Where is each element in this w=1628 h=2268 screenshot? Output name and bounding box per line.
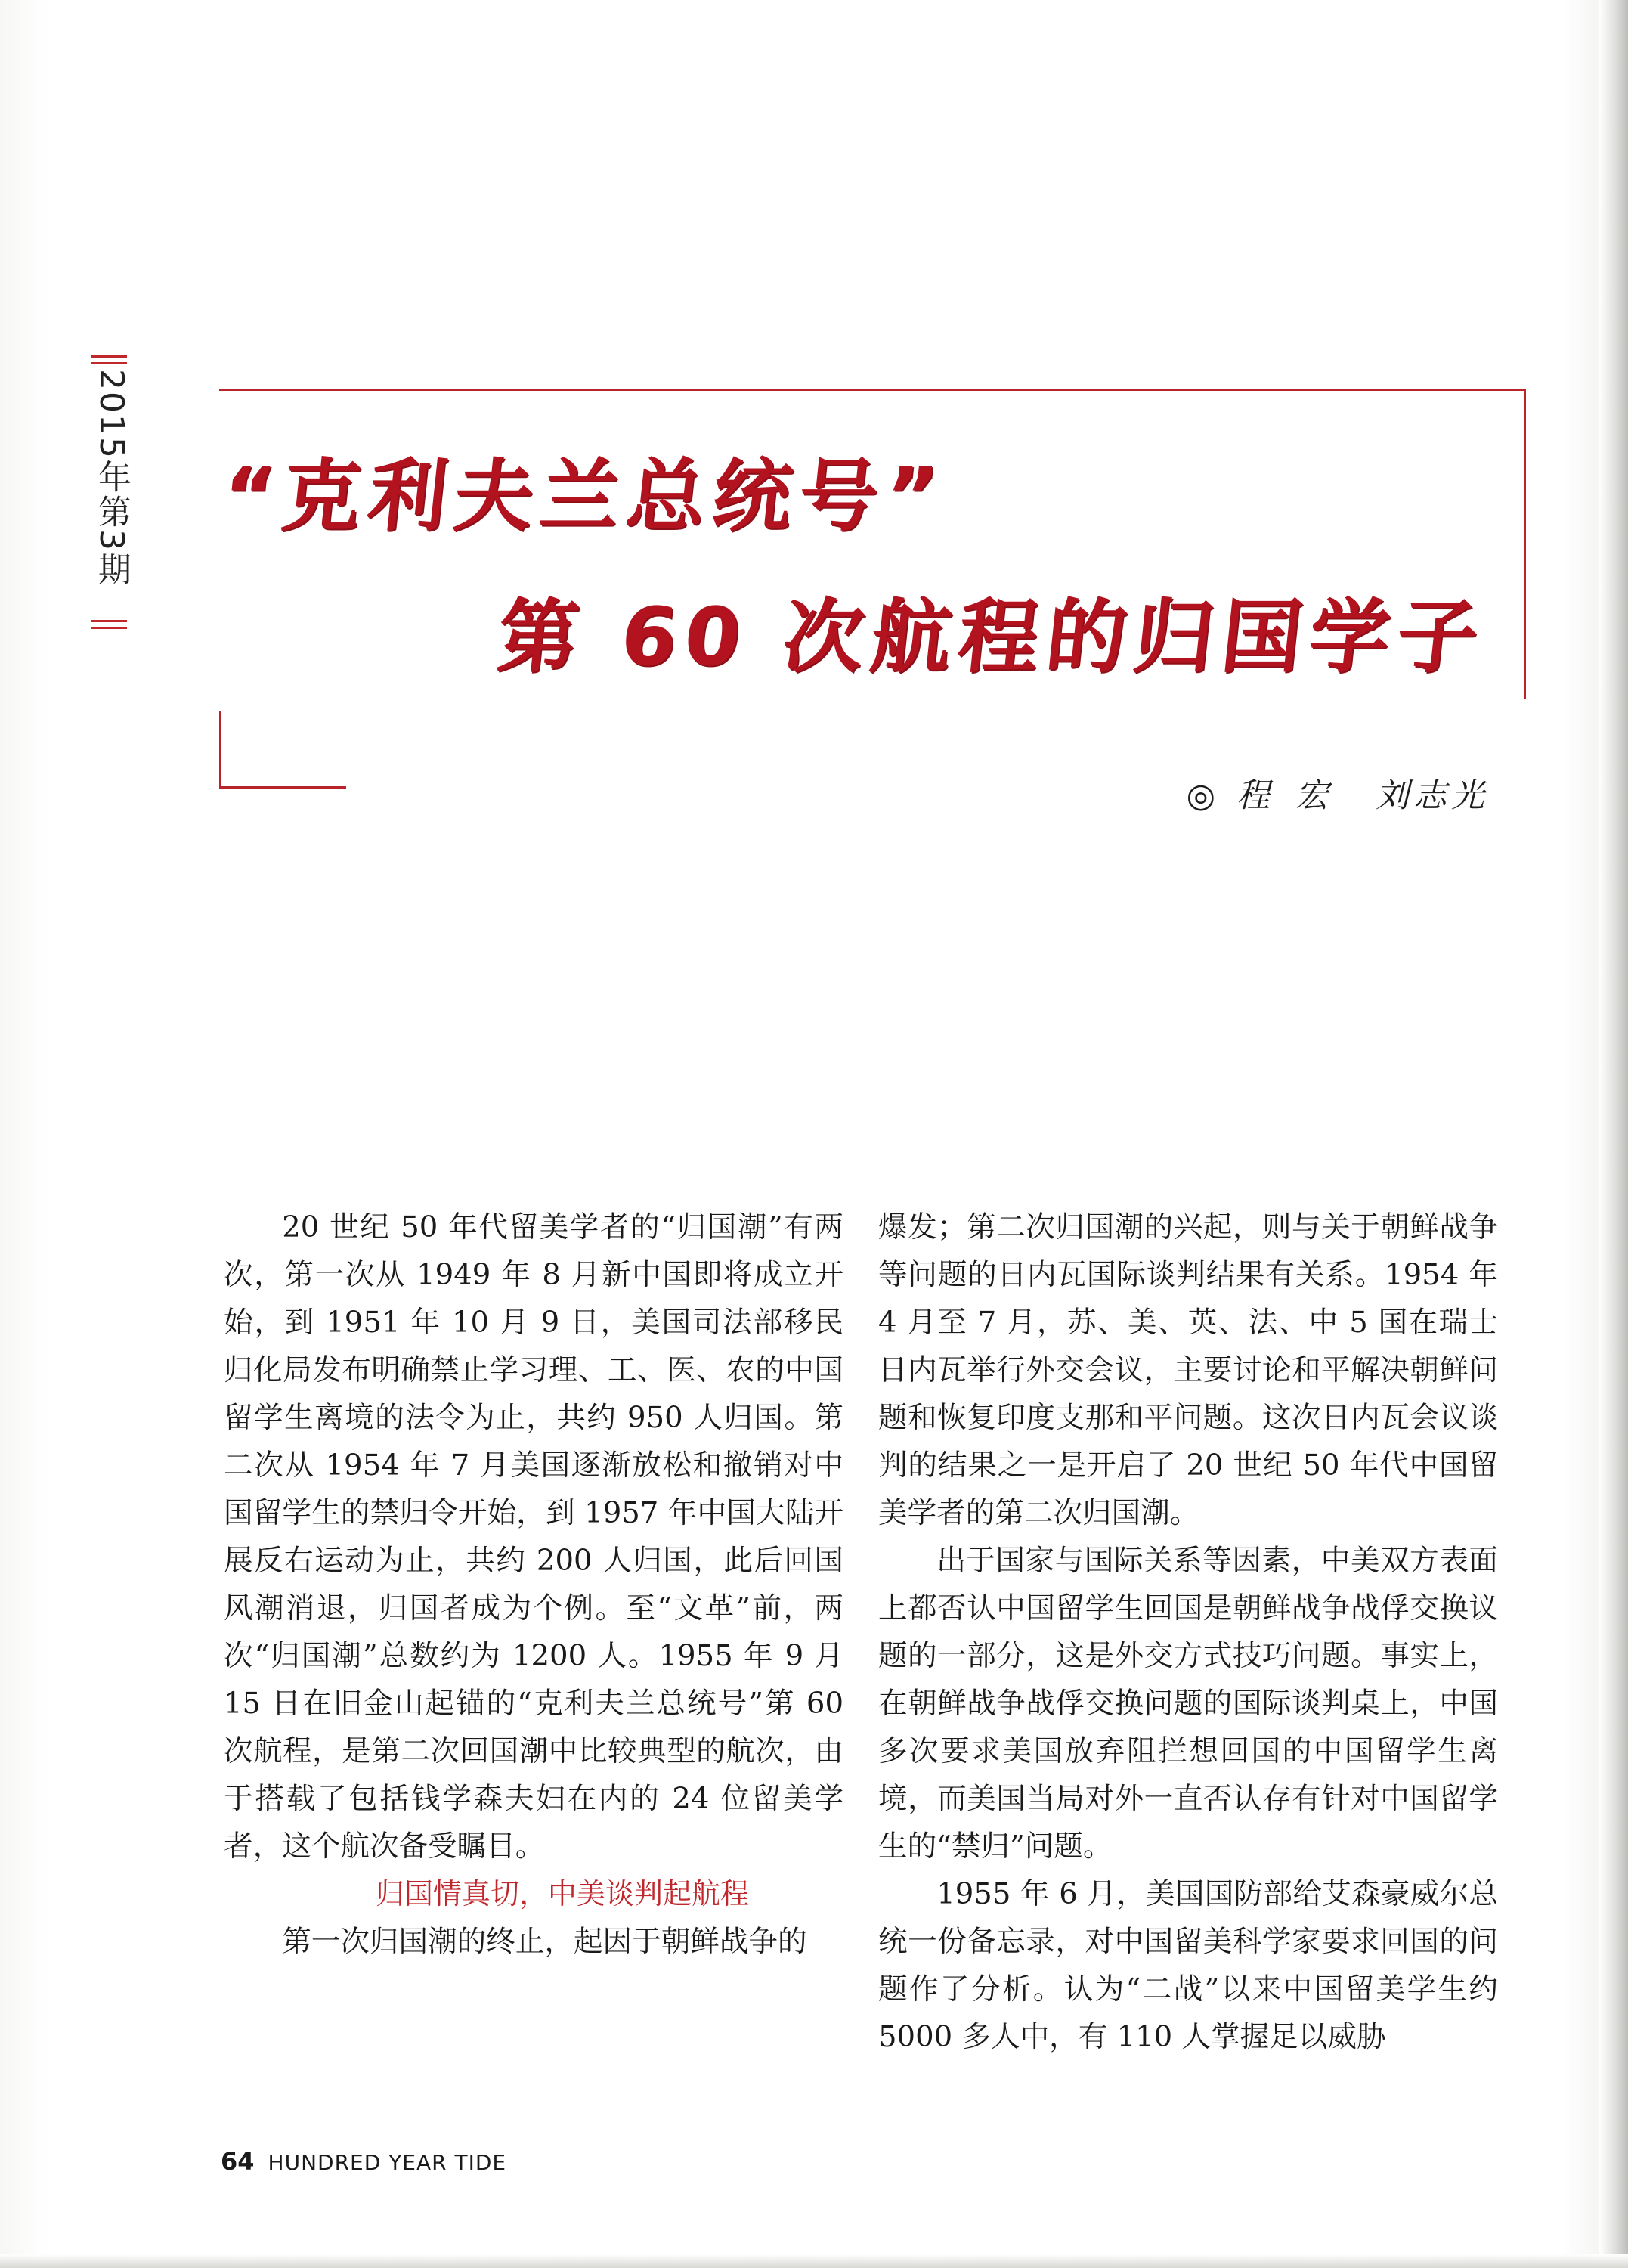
- title-frame-right: [1524, 389, 1526, 699]
- issue-label: 2015年第3期: [92, 369, 131, 587]
- author-1-surname: 程: [1236, 776, 1274, 815]
- page-bottom-shadow: [0, 2254, 1628, 2268]
- section-subheading: 归国情真切，中美谈判起航程: [375, 1877, 749, 1910]
- paragraph-intro: 20 世纪 50 年代留美学者的“归国潮”有两次，第一次从 1949 年 8 月新中国即将成立开始，到 1951 年 10 月 9 日，美国司法部移民归化局发布明确禁止学习理、工、医、农的中国留学生离境的法令为止，共约 950 人归国。第二次从 1954 年 7 月美国逐渐放松和撤销对中国留学生的禁归令开始，到 1957 年中国大陆开展反右运动为止，共约 200 人归国，此后回国风潮消退，归国者成为个例。至“文革”前，两次“归国潮”总数约为 1200 人。1955 年 9 月 15 日在旧金山起锚的“克利夫兰总统号”第 60 次航程，是第二次回国潮中比较典型的航次，由于搭载了包括钱学森夫妇在内的 24 位留美学者，这个航次备受瞩目。: [224, 1210, 843, 1864]
- byline-mark-icon: ◎: [1186, 776, 1220, 815]
- author-2-name: 刘志光: [1376, 776, 1489, 815]
- title-frame-top: [219, 389, 1525, 391]
- paragraph-section-start: 第一次归国潮的终止，起因于朝鲜战争的: [282, 1925, 807, 1959]
- article-title-line-1: “克利夫兰总统号”: [218, 450, 950, 542]
- publication-name: HUNDRED YEAR TIDE: [268, 2150, 507, 2175]
- issue-label-top-rule: [91, 355, 127, 364]
- issue-label-bottom-rule: [91, 620, 127, 629]
- page-binding-shadow: [1599, 0, 1628, 2268]
- title-frame-bottom: [219, 786, 346, 789]
- paragraph-negotiation: 出于国家与国际关系等因素，中美双方表面上都否认中国留学生回国是朝鲜战争战俘交换议题的一部分，这是外交方式技巧问题。事实上，在朝鲜战争战俘交换问题的国际谈判桌上，中国多次要求美国放弃阻拦想回国的中国留学生离境，而美国当局对外一直否认存有针对中国留学生的“禁归”问题。: [878, 1544, 1498, 1864]
- paragraph-continued: 爆发；第二次归国潮的兴起，则与关于朝鲜战争等问题的日内瓦国际谈判结果有关系。1954 年 4 月至 7 月，苏、美、英、法、中 5 国在瑞士日内瓦举行外交会议，主要讨论和平解决朝鲜问题和恢复印度支那和平问题。这次日内瓦会议谈判的结果之一是开启了 20 世纪 50 年代中国留美学者的第二次归国潮。: [878, 1210, 1498, 1530]
- page-number: 64: [221, 2147, 255, 2176]
- page-footer: [221, 2147, 506, 2176]
- title-frame-left: [219, 711, 221, 788]
- byline: [1187, 768, 1489, 816]
- body-column-right: [878, 1204, 1498, 2061]
- paragraph-memorandum: 1955 年 6 月，美国国防部给艾森豪威尔总统一份备忘录，对中国留美科学家要求回国的问题作了分析。认为“二战”以来中国留美学生约 5000 多人中，有 110 人掌握足以威胁: [878, 1877, 1498, 2054]
- body-column-left: [224, 1204, 843, 1966]
- author-1-given-name: 宏: [1295, 776, 1333, 815]
- article-title-line-2: 第 60 次航程的归国学子: [493, 590, 1490, 683]
